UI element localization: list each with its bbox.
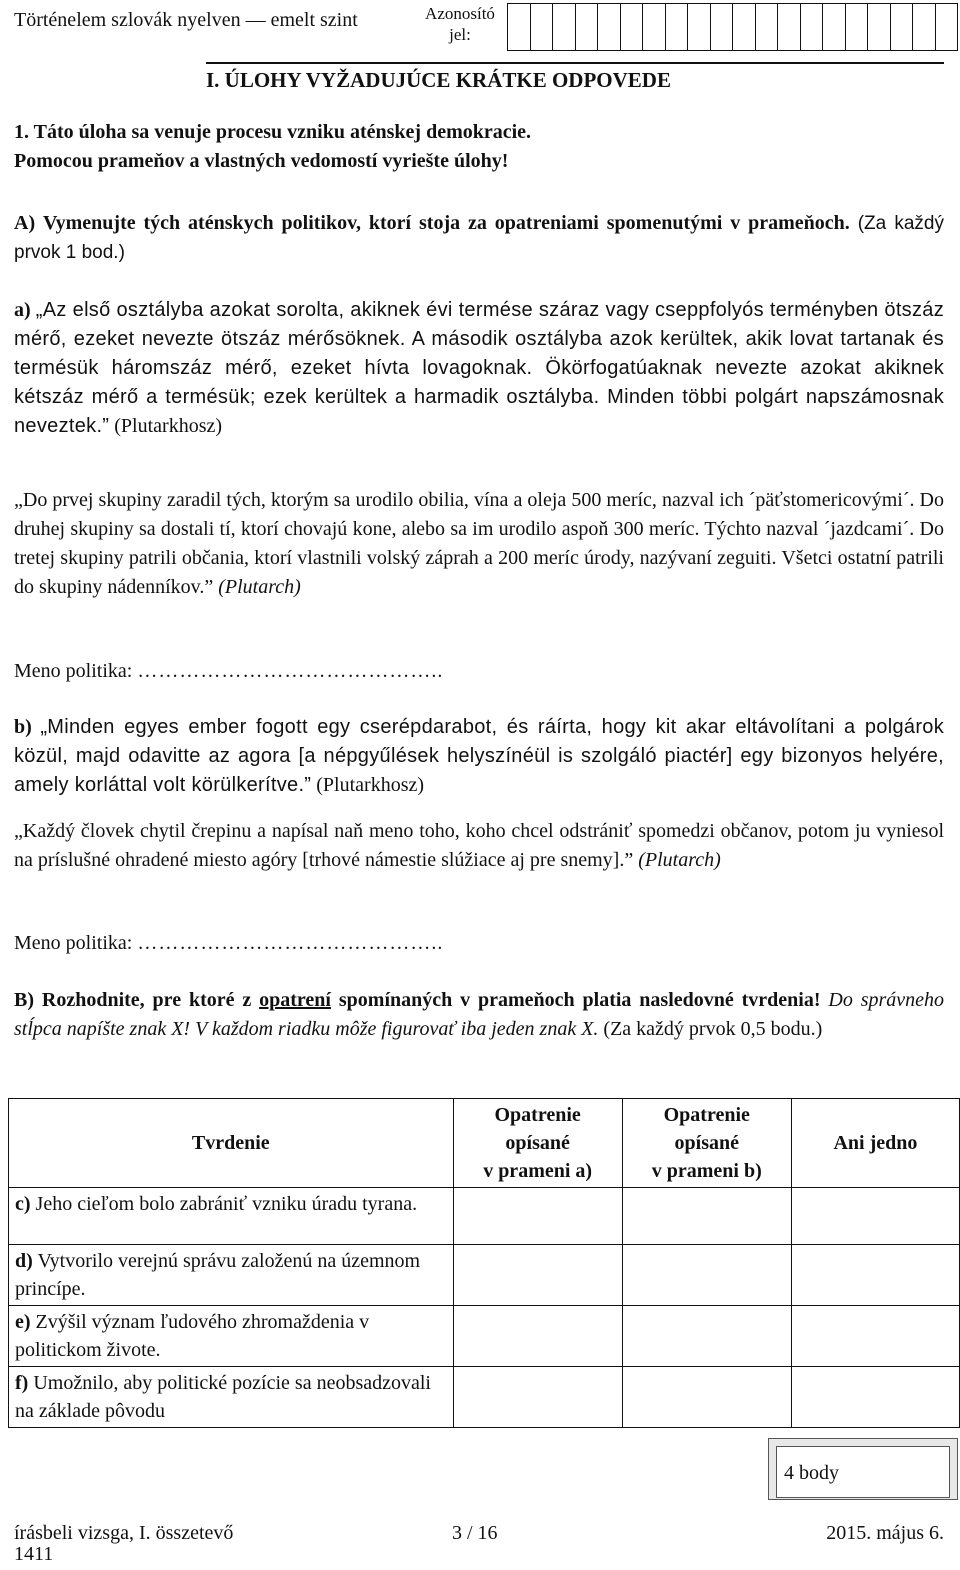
part-b-instruction-italic: Do správneho stĺpca napíšte znak X! V každom riadku môže figurovať iba jeden znak X. <box>14 989 945 1040</box>
id-label-line1: Azonosító <box>425 4 495 23</box>
statement-text: Vytvorilo verejnú správu založenú na územnom princípe. <box>15 1250 421 1300</box>
part-b-text-underlined: opatrení <box>259 989 331 1011</box>
table-row <box>9 1188 960 1245</box>
answer-a-line[interactable] <box>14 657 944 686</box>
id-code-box[interactable] <box>755 3 779 51</box>
source-a-hu-source: (Plutarkhosz) <box>114 415 223 437</box>
header-divider <box>206 62 944 64</box>
source-b-hungarian <box>14 713 944 800</box>
statement-label: f) <box>15 1372 29 1394</box>
part-a-instruction <box>14 209 944 267</box>
statement-d <box>9 1245 454 1306</box>
source-b-hu-text: „Minden egyes ember fogott egy cserépdarabot, és ráírta, hogy kit akar eltávolítani a polgárok közül, majd odavitte az agora [a népgyűlések helyszínéül is szolgáló piactér] egy bizonyos helyére, amely korláttal volt körülkerítve.” <box>14 716 944 796</box>
id-code-box[interactable] <box>867 3 891 51</box>
part-b-text-1: Rozhodnite, pre ktoré z <box>41 989 252 1011</box>
id-label-line2: jel: <box>449 25 471 44</box>
header-source-a-line1: Opatrenie <box>494 1104 581 1126</box>
source-b-slovak <box>14 817 944 875</box>
table-row <box>9 1306 960 1367</box>
id-code-box[interactable] <box>530 3 554 51</box>
id-code-box[interactable] <box>732 3 756 51</box>
id-code-box[interactable] <box>552 3 576 51</box>
part-a-label: A) <box>14 212 36 234</box>
answer-b-label: Meno politika: <box>14 932 133 954</box>
header-statement: Tvrdenie <box>9 1099 454 1188</box>
footer-date: 2015. május 6. <box>826 1522 944 1544</box>
score-value: 4 body <box>776 1446 950 1498</box>
id-code-box[interactable] <box>507 3 531 51</box>
task-intro-line2: Pomocou prameňov a vlastných vedomostí vyriešte úlohy! <box>14 150 509 172</box>
statement-label: c) <box>15 1193 31 1215</box>
source-a-label: a) <box>14 299 31 321</box>
statement-label: e) <box>15 1311 31 1333</box>
source-b-label: b) <box>14 716 32 738</box>
id-code-box[interactable] <box>777 3 801 51</box>
answer-a-field[interactable]: …………………………………….. <box>137 660 444 682</box>
statement-label: d) <box>15 1250 33 1272</box>
id-code-box[interactable] <box>687 3 711 51</box>
part-a-note: (Za každý prvok 1 bod.) <box>14 213 944 263</box>
table-row <box>9 1367 960 1428</box>
statement-text: Zvýšil význam ľudového zhromaždenia v politickom živote. <box>15 1311 370 1361</box>
source-b-hu-source: (Plutarkhosz) <box>316 774 425 796</box>
statement-e <box>9 1306 454 1367</box>
header-source-b-line2: opísané <box>674 1132 739 1154</box>
cell-d-source-b[interactable] <box>622 1245 791 1306</box>
id-code-box[interactable] <box>710 3 734 51</box>
id-code-box[interactable] <box>845 3 869 51</box>
source-b-sk-source: (Plutarch) <box>638 849 721 871</box>
cell-e-source-b[interactable] <box>622 1306 791 1367</box>
exam-subject-header: Történelem szlovák nyelven — emelt szint <box>14 9 358 31</box>
id-code-box[interactable] <box>890 3 914 51</box>
answer-a-label: Meno politika: <box>14 660 133 682</box>
cell-f-none[interactable] <box>791 1367 959 1428</box>
source-b-sk-text: „Každý človek chytil črepinu a napísal naň meno toho, koho chcel odstrániť spomedzi občanov, potom ju vyniesol na príslušné ohradené miesto agóry [trhové námestie slúžiace aj pre snemy].” <box>14 820 944 871</box>
source-a-slovak <box>14 486 944 602</box>
header-source-a-line3: v prameni a) <box>483 1160 593 1182</box>
footer-exam-part: írásbeli vizsga, I. összetevő <box>14 1522 234 1544</box>
part-b-note: (Za každý prvok 0,5 bodu.) <box>603 1018 823 1040</box>
cell-f-source-a[interactable] <box>453 1367 622 1428</box>
cell-c-source-a[interactable] <box>453 1188 622 1245</box>
cell-c-source-b[interactable] <box>622 1188 791 1245</box>
statement-text: Jeho cieľom bolo zabrániť vzniku úradu tyrana. <box>35 1193 418 1215</box>
table-header-row <box>9 1099 960 1188</box>
footer-page-number: 3 / 16 <box>452 1522 498 1544</box>
header-source-b-line3: v prameni b) <box>651 1160 762 1182</box>
id-code-box[interactable] <box>822 3 846 51</box>
footer-left <box>14 1522 233 1566</box>
section-title: I. ÚLOHY VYŽADUJÚCE KRÁTKE ODPOVEDE <box>206 68 671 92</box>
id-code-box[interactable] <box>620 3 644 51</box>
table-row <box>9 1245 960 1306</box>
statement-f <box>9 1367 454 1428</box>
id-code-boxes[interactable] <box>508 3 958 51</box>
source-a-hu-text: „Az első osztályba azokat sorolta, akiknek évi termése száraz vagy cseppfolyós terményben ötszáz mérő, ezeket nevezte ötszáz mérősöknek. A második osztályba azok kerültek, akik lovat tartanak és termésük háromszáz mérő, ezeket hívta lovagoknak. Ökörfogatúaknak nevezte azokat akiknek kétszáz mérő a termésük; ezek kerültek a harmadik osztályba. Minden többi polgárt napszámosnak neveztek.” <box>14 299 945 437</box>
source-a-sk-text: „Do prvej skupiny zaradil tých, ktorým sa urodilo obilia, vína a oleja 500 meríc, nazval ich ´päťstomericovými´. Do druhej skupiny sa dostali tí, ktorí chovajú kone, alebo sa im urodilo aspoň 300 meríc. Týchto nazval ´jazdcami´. Do tretej skupiny patrili občania, ktorí vlastnili volský záprah a 200 meríc úrody, nazývaní zeguiti. Všetci ostatní patrili do skupiny nádenníkov.” <box>14 489 944 598</box>
id-label <box>418 3 502 45</box>
header-source-b-line1: Opatrenie <box>663 1104 750 1126</box>
cell-e-none[interactable] <box>791 1306 959 1367</box>
statements-table <box>8 1098 960 1428</box>
header-source-b <box>622 1099 791 1188</box>
cell-f-source-b[interactable] <box>622 1367 791 1428</box>
id-code-box[interactable] <box>800 3 824 51</box>
source-a-hungarian <box>14 296 944 441</box>
source-a-sk-source: (Plutarch) <box>218 576 301 598</box>
cell-e-source-a[interactable] <box>453 1306 622 1367</box>
part-a-text: Vymenujte tých aténskych politikov, ktorí stoja za opatreniami spomenutými v prameňoch. <box>43 212 850 234</box>
id-code-box[interactable] <box>642 3 666 51</box>
cell-d-source-a[interactable] <box>453 1245 622 1306</box>
cell-d-none[interactable] <box>791 1245 959 1306</box>
id-code-box[interactable] <box>665 3 689 51</box>
part-b-instruction <box>14 986 944 1044</box>
id-code-box[interactable] <box>575 3 599 51</box>
header-source-a <box>453 1099 622 1188</box>
task-intro <box>14 118 944 176</box>
header-source-a-line2: opísané <box>505 1132 570 1154</box>
part-b-label: B) <box>14 989 34 1011</box>
statement-text: Umožnilo, aby politické pozície sa neobsadzovali na základe pôvodu <box>15 1372 431 1422</box>
score-box <box>768 1438 958 1500</box>
id-code-box[interactable] <box>912 3 936 51</box>
task-intro-line1: 1. Táto úloha sa venuje procesu vzniku aténskej demokracie. <box>14 121 532 143</box>
answer-b-line[interactable] <box>14 929 944 958</box>
part-b-text-2: spomínaných v prameňoch platia nasledovné tvrdenia! <box>338 989 821 1011</box>
answer-b-field[interactable]: …………………………………….. <box>137 932 444 954</box>
header-none: Ani jedno <box>791 1099 959 1188</box>
statement-c <box>9 1188 454 1245</box>
id-code-box[interactable] <box>935 3 959 51</box>
footer-code: 1411 <box>14 1543 54 1565</box>
cell-c-none[interactable] <box>791 1188 959 1245</box>
id-code-box[interactable] <box>597 3 621 51</box>
